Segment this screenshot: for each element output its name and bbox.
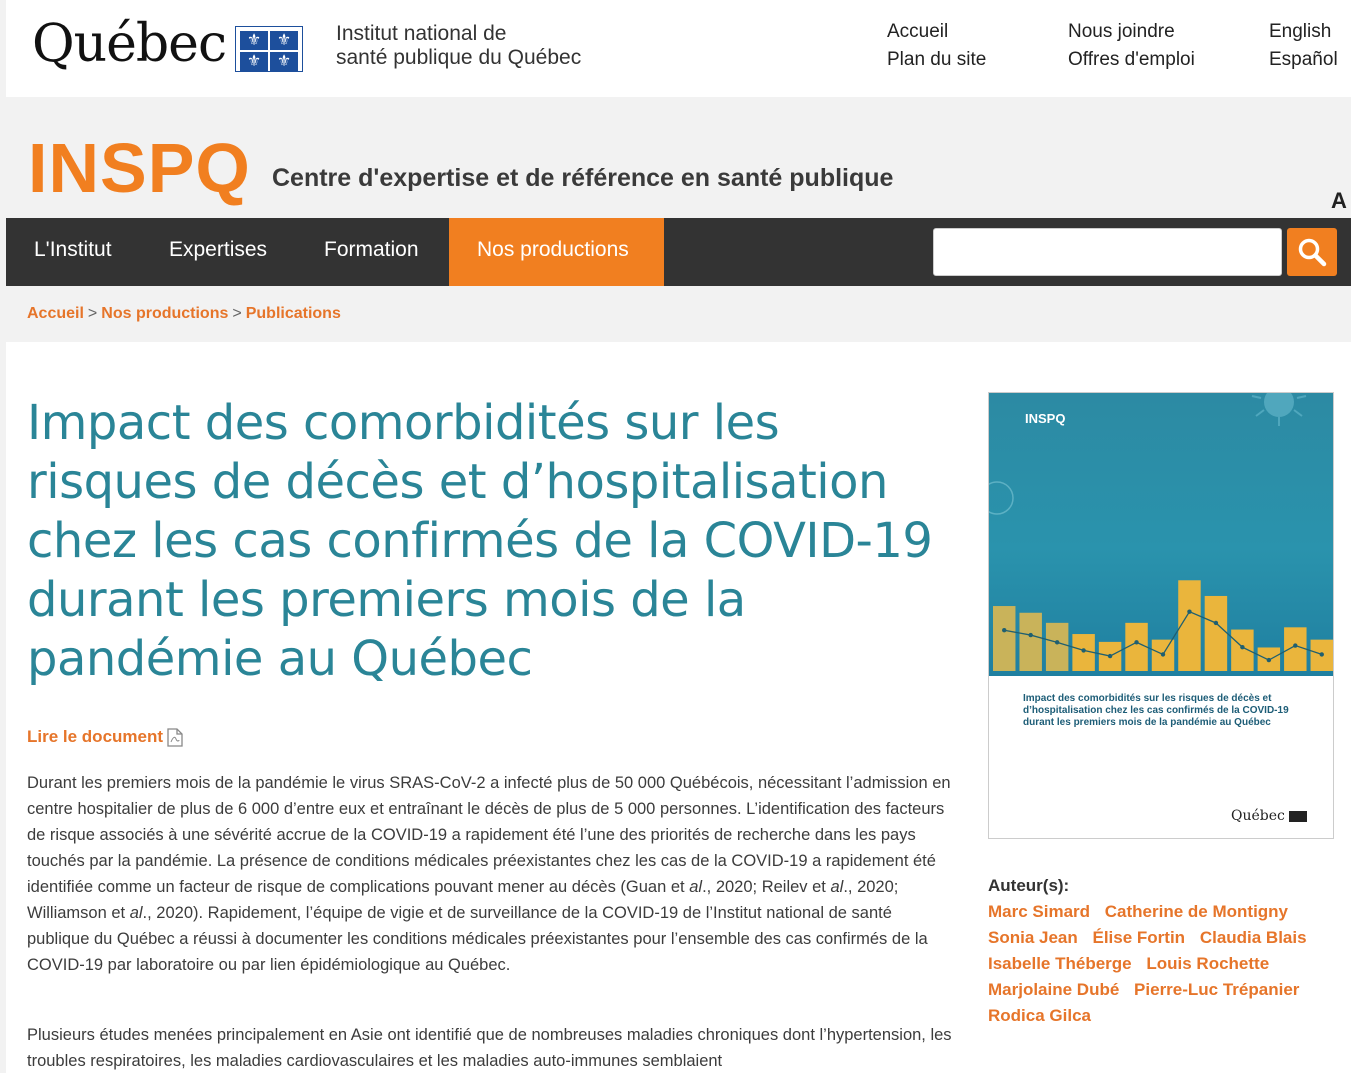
main-content bbox=[6, 342, 1351, 1073]
breadcrumb-publications[interactable]: Publications bbox=[245, 305, 341, 322]
p1-text-a: Durant les premiers mois de la pandémie le virus SRAS-CoV-2 a infecté plus de 50 000 Québécois, nécessitant l’admission en centre hospitalier de plus de 6 000 d’entre eux et entraînant le décès de plus de 5 000 personnes. L’identification des facteurs de risque associés à une sévérité accrue de la COVID-19 a rapidement été l’une des priorités de recherche dans les pays touchés par la pandémie. La présence de conditions médicales préexistantes chez les cas de la COVID-19 a rapidement été identifiée comme un facteur de risque de complications pouvant mener au décès (Guan et bbox=[27, 774, 951, 896]
font-size-toggle[interactable]: A bbox=[1331, 188, 1347, 213]
cover-trend-point bbox=[1108, 654, 1112, 658]
cover-trend-point bbox=[1028, 633, 1032, 637]
cover-trend-point bbox=[1134, 640, 1138, 644]
link-english[interactable]: English bbox=[1269, 21, 1332, 42]
search-button[interactable] bbox=[1287, 228, 1337, 276]
search-icon bbox=[1297, 237, 1327, 267]
inspq-logo[interactable]: INSPQ bbox=[28, 129, 251, 207]
breadcrumb-separator: > bbox=[232, 305, 242, 322]
institute-name-line1: Institut national de bbox=[336, 22, 507, 45]
document-cover[interactable] bbox=[988, 392, 1334, 839]
cover-bar-chart bbox=[989, 543, 1333, 676]
cover-illustration bbox=[989, 393, 1333, 676]
cover-trend-point bbox=[1002, 628, 1006, 632]
author-link[interactable]: Claudia Blais bbox=[1199, 928, 1307, 947]
gov-links-col3 bbox=[1269, 18, 1338, 74]
author-link[interactable]: Rodica Gilca bbox=[988, 1006, 1091, 1025]
cover-trend-point bbox=[1081, 648, 1085, 652]
p1-text-d: ., 2020). Rapidement, l’équipe de vigie et de surveillance de la COVID-19 de l’Institut national de santé publique du Québec a réussi à documenter les conditions médicales préexistantes pour l’ensemble des cas confirmés de la COVID-19 par laboratoire ou par lien épidémiologique au Québec. bbox=[27, 904, 928, 974]
link-offres-emploi[interactable]: Offres d'emploi bbox=[1068, 49, 1195, 70]
article-paragraph-1 bbox=[27, 770, 952, 978]
nav-item-expertises[interactable]: Expertises bbox=[169, 238, 268, 261]
cover-bar bbox=[1205, 596, 1227, 671]
institute-name[interactable] bbox=[336, 22, 581, 70]
cover-trend-point bbox=[1187, 609, 1191, 613]
cover-bar bbox=[1046, 623, 1068, 671]
cover-quebec-logo bbox=[1231, 808, 1307, 824]
cover-bar bbox=[993, 606, 1015, 671]
quebec-logo[interactable]: Québec bbox=[32, 14, 227, 74]
nav-item-nos-productions[interactable]: Nos productions bbox=[449, 218, 664, 286]
read-document-link[interactable] bbox=[27, 727, 183, 747]
article-paragraph-2: Plusieurs études menées principalement en Asie ont identifié que de nombreuses maladies chroniques dont l’hypertension, les troubles respiratoires, les maladies cardiovasculaires et les maladies auto-immunes semblaient bbox=[27, 1026, 952, 1070]
link-accueil[interactable]: Accueil bbox=[887, 21, 949, 42]
virus-icon bbox=[1244, 393, 1314, 433]
nav-item-institut[interactable]: L'Institut bbox=[34, 238, 112, 261]
link-nous-joindre[interactable]: Nous joindre bbox=[1068, 21, 1175, 42]
government-header bbox=[6, 0, 1351, 97]
cover-quebec-word: Québec bbox=[1231, 808, 1285, 824]
breadcrumb bbox=[27, 305, 341, 323]
breadcrumb-nos-productions[interactable]: Nos productions bbox=[101, 305, 229, 322]
author-link[interactable]: Catherine de Montigny bbox=[1104, 902, 1289, 921]
pdf-icon bbox=[167, 728, 183, 747]
search-input[interactable] bbox=[933, 228, 1282, 276]
institute-name-line2: santé publique du Québec bbox=[336, 46, 582, 69]
cover-trend-point bbox=[1240, 645, 1244, 649]
authors-heading: Auteur(s): bbox=[988, 876, 1070, 895]
author-link[interactable]: Pierre-Luc Trépanier bbox=[1134, 980, 1300, 999]
author-link[interactable]: Sonia Jean bbox=[988, 928, 1078, 947]
breadcrumb-separator: > bbox=[87, 305, 98, 322]
author-link[interactable]: Marjolaine Dubé bbox=[988, 980, 1120, 999]
p1-text-b: ., 2020; Reilev et bbox=[702, 878, 831, 896]
cover-trend-point bbox=[1161, 652, 1165, 656]
cover-brand: INSPQ bbox=[1025, 411, 1066, 426]
cover-virus-outline-icon bbox=[989, 463, 1029, 533]
p1-et-al-1: al bbox=[689, 878, 703, 896]
gov-links-col1 bbox=[887, 18, 986, 74]
link-espanol[interactable]: Español bbox=[1269, 49, 1338, 70]
cover-title: Impact des comorbidités sur les risques de décès et d’hospitalisation chez les cas confirmés de la COVID-19 durant les premiers mois de la pandémie au Québec bbox=[1023, 693, 1289, 728]
quebec-flag-icon: ⚜ ⚜ ⚜ ⚜ bbox=[236, 27, 302, 71]
cover-trend-point bbox=[1055, 640, 1059, 644]
page-title: Impact des comorbidités sur les risques de décès et d’hospitalisation chez les cas confirmés de la COVID-19 durant les premiers mois de la pandémie au Québec bbox=[27, 395, 933, 687]
author-link[interactable]: Isabelle Théberge bbox=[988, 954, 1132, 973]
author-link[interactable]: Marc Simard bbox=[988, 902, 1091, 921]
p1-text-c: ., 2020; Williamson et bbox=[27, 878, 899, 922]
cover-bar bbox=[1019, 613, 1041, 671]
authors-list bbox=[988, 899, 1328, 1029]
cover-trend-point bbox=[1267, 658, 1271, 662]
inspq-tagline: Centre d'expertise et de référence en santé publique bbox=[272, 164, 894, 192]
cover-trend-point bbox=[1320, 652, 1324, 656]
nav-item-formation[interactable]: Formation bbox=[324, 238, 419, 261]
main-nav bbox=[6, 218, 1351, 286]
gov-links-col2 bbox=[1068, 18, 1195, 74]
cover-flag-icon bbox=[1289, 811, 1307, 822]
p1-et-al-3: al bbox=[129, 904, 143, 922]
breadcrumb-accueil[interactable]: Accueil bbox=[27, 305, 84, 322]
link-plan-du-site[interactable]: Plan du site bbox=[887, 49, 987, 70]
read-document-label: Lire le document bbox=[27, 727, 164, 746]
author-link[interactable]: Élise Fortin bbox=[1092, 928, 1186, 947]
cover-trend-point bbox=[1293, 643, 1297, 647]
author-link[interactable]: Louis Rochette bbox=[1146, 954, 1270, 973]
cover-bar bbox=[1178, 580, 1200, 671]
cover-trend-point bbox=[1214, 621, 1218, 625]
p1-et-al-2: al bbox=[830, 878, 844, 896]
